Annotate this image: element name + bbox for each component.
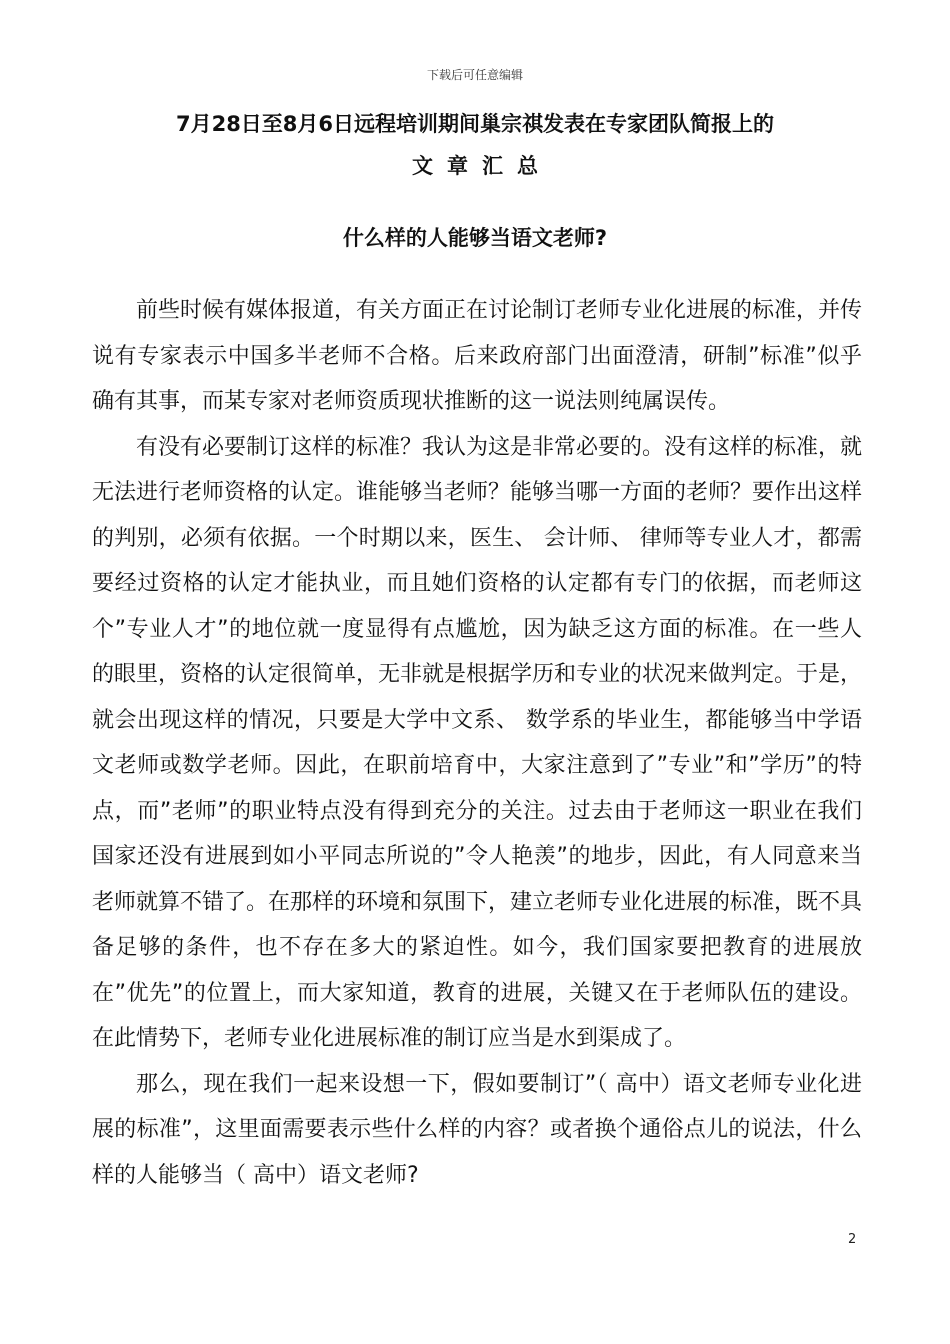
page-number: 2 [848, 1232, 857, 1247]
paragraph: 前些时候有媒体报道，有关方面正在讨论制订老师专业化进展的标准，并传说有专家表示中国多半老师不合格。后来政府部门出面澄清，研制”标准”似乎确有其事，而某专家对老师资质现状推断的这一说法则纯属误传。 [92, 298, 863, 414]
document-title-line-2: 文章汇总 [412, 154, 552, 178]
page-header-note: 下载后可任意编辑 [426, 68, 523, 82]
paragraph: 有没有必要制订这样的标准？我认为这是非常必要的。没有这样的标准，就无法进行老师资格的认定。谁能够当老师？能够当哪一方面的老师？要作出这样的判别，必须有依据。一个时期以来，医生、 会计师、 律师等专业人才，都需要经过资格的认定才能执业，而且她们资格的认定都有专门的依据，而老师这个”专业人才”的地位就一度显得有点尴尬，因为缺乏这方面的标准。在一些人的眼里，资格的认定很简单，无非就是根据学历和专业的状况来做判定。于是，就会出现这样的情况，只要是大学中文系、 数学系的毕业生，都能够当中学语文老师或数学老师。因此，在职前培育中，大家注意到了”专业”和”学历”的特点，而”老师”的职业特点没有得到充分的关注。过去由于老师这一职业在我们国家还没有进展到如小平同志所说的”令人艳羡”的地步，因此，有人同意来当老师就算不错了。在那样的环境和氛围下，建立老师专业化进展的标准，既不具备足够的条件，也不存在多大的紧迫性。如今，我们国家要把教育的进展放在”优先”的位置上，而大家知道，教育的进展，关键又在于老师队伍的建设。在此情势下，老师专业化进展标准的制订应当是水到渠成了。 [92, 434, 863, 1051]
document-title-line-1: 7月28日至8月6日远程培训期间巢宗祺发表在专家团队简报上的 [175, 112, 775, 136]
paragraph: 那么，现在我们一起来设想一下，假如要制订”（ 高中）语文老师专业化进展的标准”，这里面需要表示些什么样的内容？或者换个通俗点儿的说法，什么样的人能够当（ 高中）语文老师? [92, 1071, 862, 1188]
article-body [92, 288, 862, 1198]
article-title: 什么样的人能够当语文老师? [342, 226, 608, 250]
